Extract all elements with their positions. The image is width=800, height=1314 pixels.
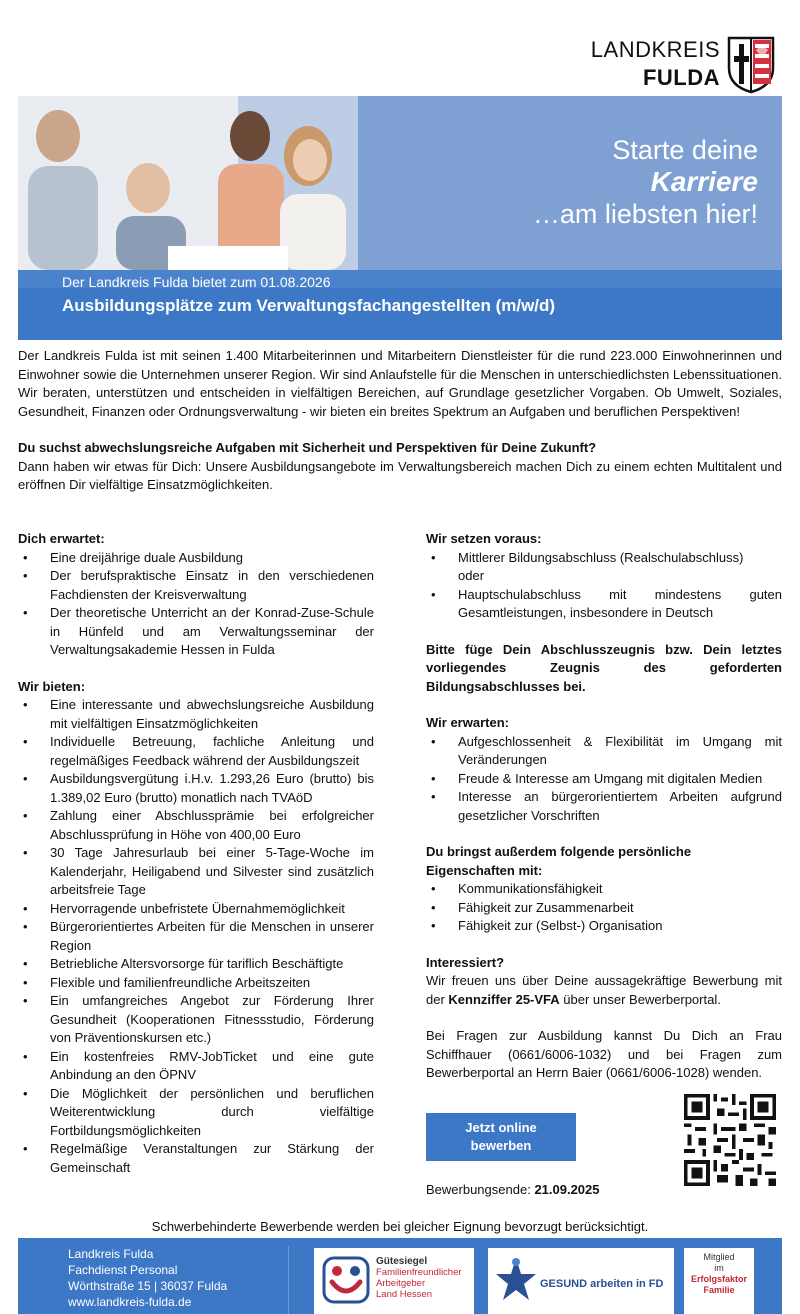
hero-banner [18,96,782,270]
qr-code-icon[interactable] [684,1094,776,1186]
require-list [426,549,782,623]
offer-title: Wir bieten: [18,678,86,694]
footer-org-name: Landkreis Fulda [68,1247,154,1261]
certificate-note: Bitte füge Dein Abschlusszeugnis bzw. Dein letztes vorliegendes Zeugnis des geforderten Bildungsabschlusses bei. [426,641,782,694]
list-item: • Hauptschulabschluss mit mindestens guten Gesamtleistungen, insbesondere in Deutsch [426,586,782,623]
intro-section [18,347,782,495]
badge3-text [688,1252,750,1296]
list-item: • Fähigkeit zur (Selbst-) Organisation [426,917,782,936]
hero-slogan [533,134,758,230]
band-subtitle: Der Landkreis Fulda bietet zum 01.08.2026 [62,274,331,290]
list-item: • Ein kostenfreies RMV-JobTicket und eine gute Anbindung an den ÖPNV [18,1048,374,1085]
badge1-text [376,1256,462,1300]
landkreis-fulda-logo [580,32,780,96]
offer-list [18,696,374,1177]
list-item: • Betriebliche Altersvorsorge für tariflich Beschäftigte [18,955,374,974]
hero-line1: Starte deine [612,135,758,165]
contact-info: Bei Fragen zur Ausbildung kannst Du Dich an Frau Schiffhauer (0661/6006-1032) und bei Fragen zum Bewerberportal an Herrn Baier (0661/6006-1028) wenden. [426,1028,782,1080]
list-item: • Der berufspraktische Einsatz in den verschiedenen Fachdiensten der Kreisverwaltung [18,567,374,604]
require-item-1: Mittlerer Bildungsabschluss (Realschulabschluss) [458,549,744,565]
badge3-line2: im [714,1263,724,1273]
badge-family-friendly-employer [314,1248,474,1314]
expect-list [18,549,374,660]
list-item: • Ausbildungsvergütung i.H.v. 1.293,26 Euro (brutto) bis 1.389,02 Euro (brutto) monatlich nach TVAöD [18,770,374,807]
traits-list [426,880,782,936]
badge3-line1: Mitglied [703,1252,735,1262]
logo-wordmark [591,36,720,92]
badge3-line4: Familie [703,1285,735,1295]
list-item: • Flexible und familienfreundliche Arbeitszeiten [18,974,374,993]
deadline-date: 21.09.2025 [534,1182,600,1197]
list-item: • Freude & Interesse am Umgang mit digitalen Medien [426,770,782,789]
list-item: • Die Möglichkeit der persönlichen und beruflichen Weiterentwicklung durch vielfältige Fortbildungsmöglichkeiten [18,1085,374,1141]
intro-question: Du suchst abwechslungsreiche Aufgaben mit Sicherheit und Perspektiven für Deine Zukunft? [18,440,597,455]
footer-address [68,1246,227,1310]
list-item: • Ein umfangreiches Angebot zur Förderung Ihrer Gesundheit (Kooperationen Fitnessstudio, Förderung von Präventionskursen etc.) [18,992,374,1048]
intro-question-block [18,439,782,495]
left-column [18,530,374,1177]
require-or: oder [458,568,485,583]
footer-website-link[interactable]: www.landkreis-fulda.de [68,1295,192,1309]
badge-healthy-working [488,1248,674,1314]
footer-divider [288,1246,289,1314]
footer [18,1238,782,1314]
expectations-list [426,733,782,826]
badge2-text: GESUND arbeiten in FD [540,1278,664,1290]
title-band [18,270,782,340]
list-item: • Hervorragende unbefristete Übernahmemöglichkeit [18,900,374,919]
list-item: • Individuelle Betreuung, fachliche Anleitung und regelmäßiges Feedback während der Ausbildungszeit [18,733,374,770]
require-title: Wir setzen voraus: [426,531,542,546]
list-item: • Kommunikationsfähigkeit [426,880,782,899]
apply-online-button[interactable] [426,1113,576,1161]
disability-disclaimer: Schwerbehinderte Bewerbende werden bei gleicher Eignung bevorzugt berücksichtigt. [151,1219,649,1234]
deadline-label: Bewerbungsende: [426,1182,531,1197]
list-item: • 30 Tage Jahresurlaub bei einer 5-Tage-Woche im Kalenderjahr, Heiligabend und Silvester sind zusätzlich arbeitsfreie Tage [18,844,374,900]
family-friendly-seal-icon [322,1256,370,1304]
expect-title: Dich erwartet: [18,531,105,546]
badge1-line2: Familienfreundlicher [376,1267,462,1278]
list-item: • Fähigkeit zur Zusammenarbeit [426,899,782,918]
list-item: • Der theoretische Unterricht an der Konrad-Zuse-Schule in Hünfeld und am Verwaltungsseminar der Verwaltungsakademie Hessen in Fulda [18,604,374,660]
intro-paragraph-2: Dann haben wir etwas für Dich: Unsere Ausbildungsangebote im Verwaltungsbereich machen Dich zu einem echten Multitalent und eröffnen Dir vielfältige Einsatzmöglichkeiten. [18,458,782,492]
right-column [426,530,782,1083]
interest-text [426,972,782,1009]
badge1-line4: Land Hessen [376,1289,432,1300]
list-item: • Eine interessante und abwechslungsreiche Ausbildung mit vielfältigen Einsatzmöglichkeiten [18,696,374,733]
star-figure-icon [494,1254,538,1310]
badge3-line3: Erfolgsfaktor [690,1274,747,1284]
intro-paragraph: Der Landkreis Fulda ist mit seinen 1.400 Mitarbeiterinnen und Mitarbeitern Dienstleister für die rund 223.000 Einwohnerinnen und Einwohner sowie die Unternehmen unserer Region. Wir sind Anlaufstelle für die Menschen in unterschiedlichsten Lebenssituationen. Wir beraten, unterstützen und entscheiden in vielfältigen Bereichen, auf Grundlage gesetzlicher Vorgaben. Ob Umwelt, Soziales, Gesundheit, Finanzen oder Ordnungsverwaltung - wir bieten ein breites Spektrum an Aufgaben und beruflichen Perspektiven! [18,348,782,419]
badge-erfolgsfaktor-familie [684,1248,754,1314]
apply-button-line2: bewerben [470,1138,532,1153]
traits-title: Du bringst außerdem folgende persönliche Eigenschaften mit: [426,844,692,878]
interest-text-before: Wir freuen uns über Deine aussagekräftige Bewerbung mit der [426,973,782,1007]
coat-of-arms-icon [726,34,776,94]
footer-department: Fachdienst Personal [68,1263,178,1277]
apply-button-line1: Jetzt online [465,1120,537,1135]
list-item: • Aufgeschlossenheit & Flexibilität im Umgang mit Veränderungen [426,733,782,770]
hero-line3: …am liebsten hier! [532,199,758,229]
interest-text-after: über unser Bewerberportal. [563,991,721,1007]
expectations-title: Wir erwarten: [426,715,509,730]
badge1-line3: Arbeitgeber [376,1278,426,1289]
list-item: • Eine dreijährige duale Ausbildung [18,549,374,568]
list-item: • Bürgerorientiertes Arbeiten für die Menschen in unserer Region [18,918,374,955]
list-item: • Regelmäßige Veranstaltungen zur Stärkung der Gemeinschaft [18,1140,374,1177]
list-item [426,549,782,586]
job-title: Ausbildungsplätze zum Verwaltungsfachangestellten (m/w/d) [62,296,556,315]
logo-line1: LANDKREIS [590,37,720,62]
hero-line2: Karriere [650,166,758,197]
reference-code: Kennziffer 25-VFA [448,991,560,1007]
list-item: • Zahlung einer Abschlussprämie bei erfolgreicher Abschlussprüfung in Höhe von 400,00 Euro [18,807,374,844]
team-photo [18,96,358,270]
logo-line2: FULDA [642,65,720,90]
list-item: • Interesse an bürgerorientiertem Arbeiten aufgrund gesetzlicher Vorschriften [426,788,782,825]
badge1-line1: Gütesiegel [376,1256,428,1267]
application-deadline [426,1182,600,1197]
footer-street: Wörthstraße 15 | 36037 Fulda [68,1279,228,1293]
interest-title: Interessiert? [426,954,505,970]
